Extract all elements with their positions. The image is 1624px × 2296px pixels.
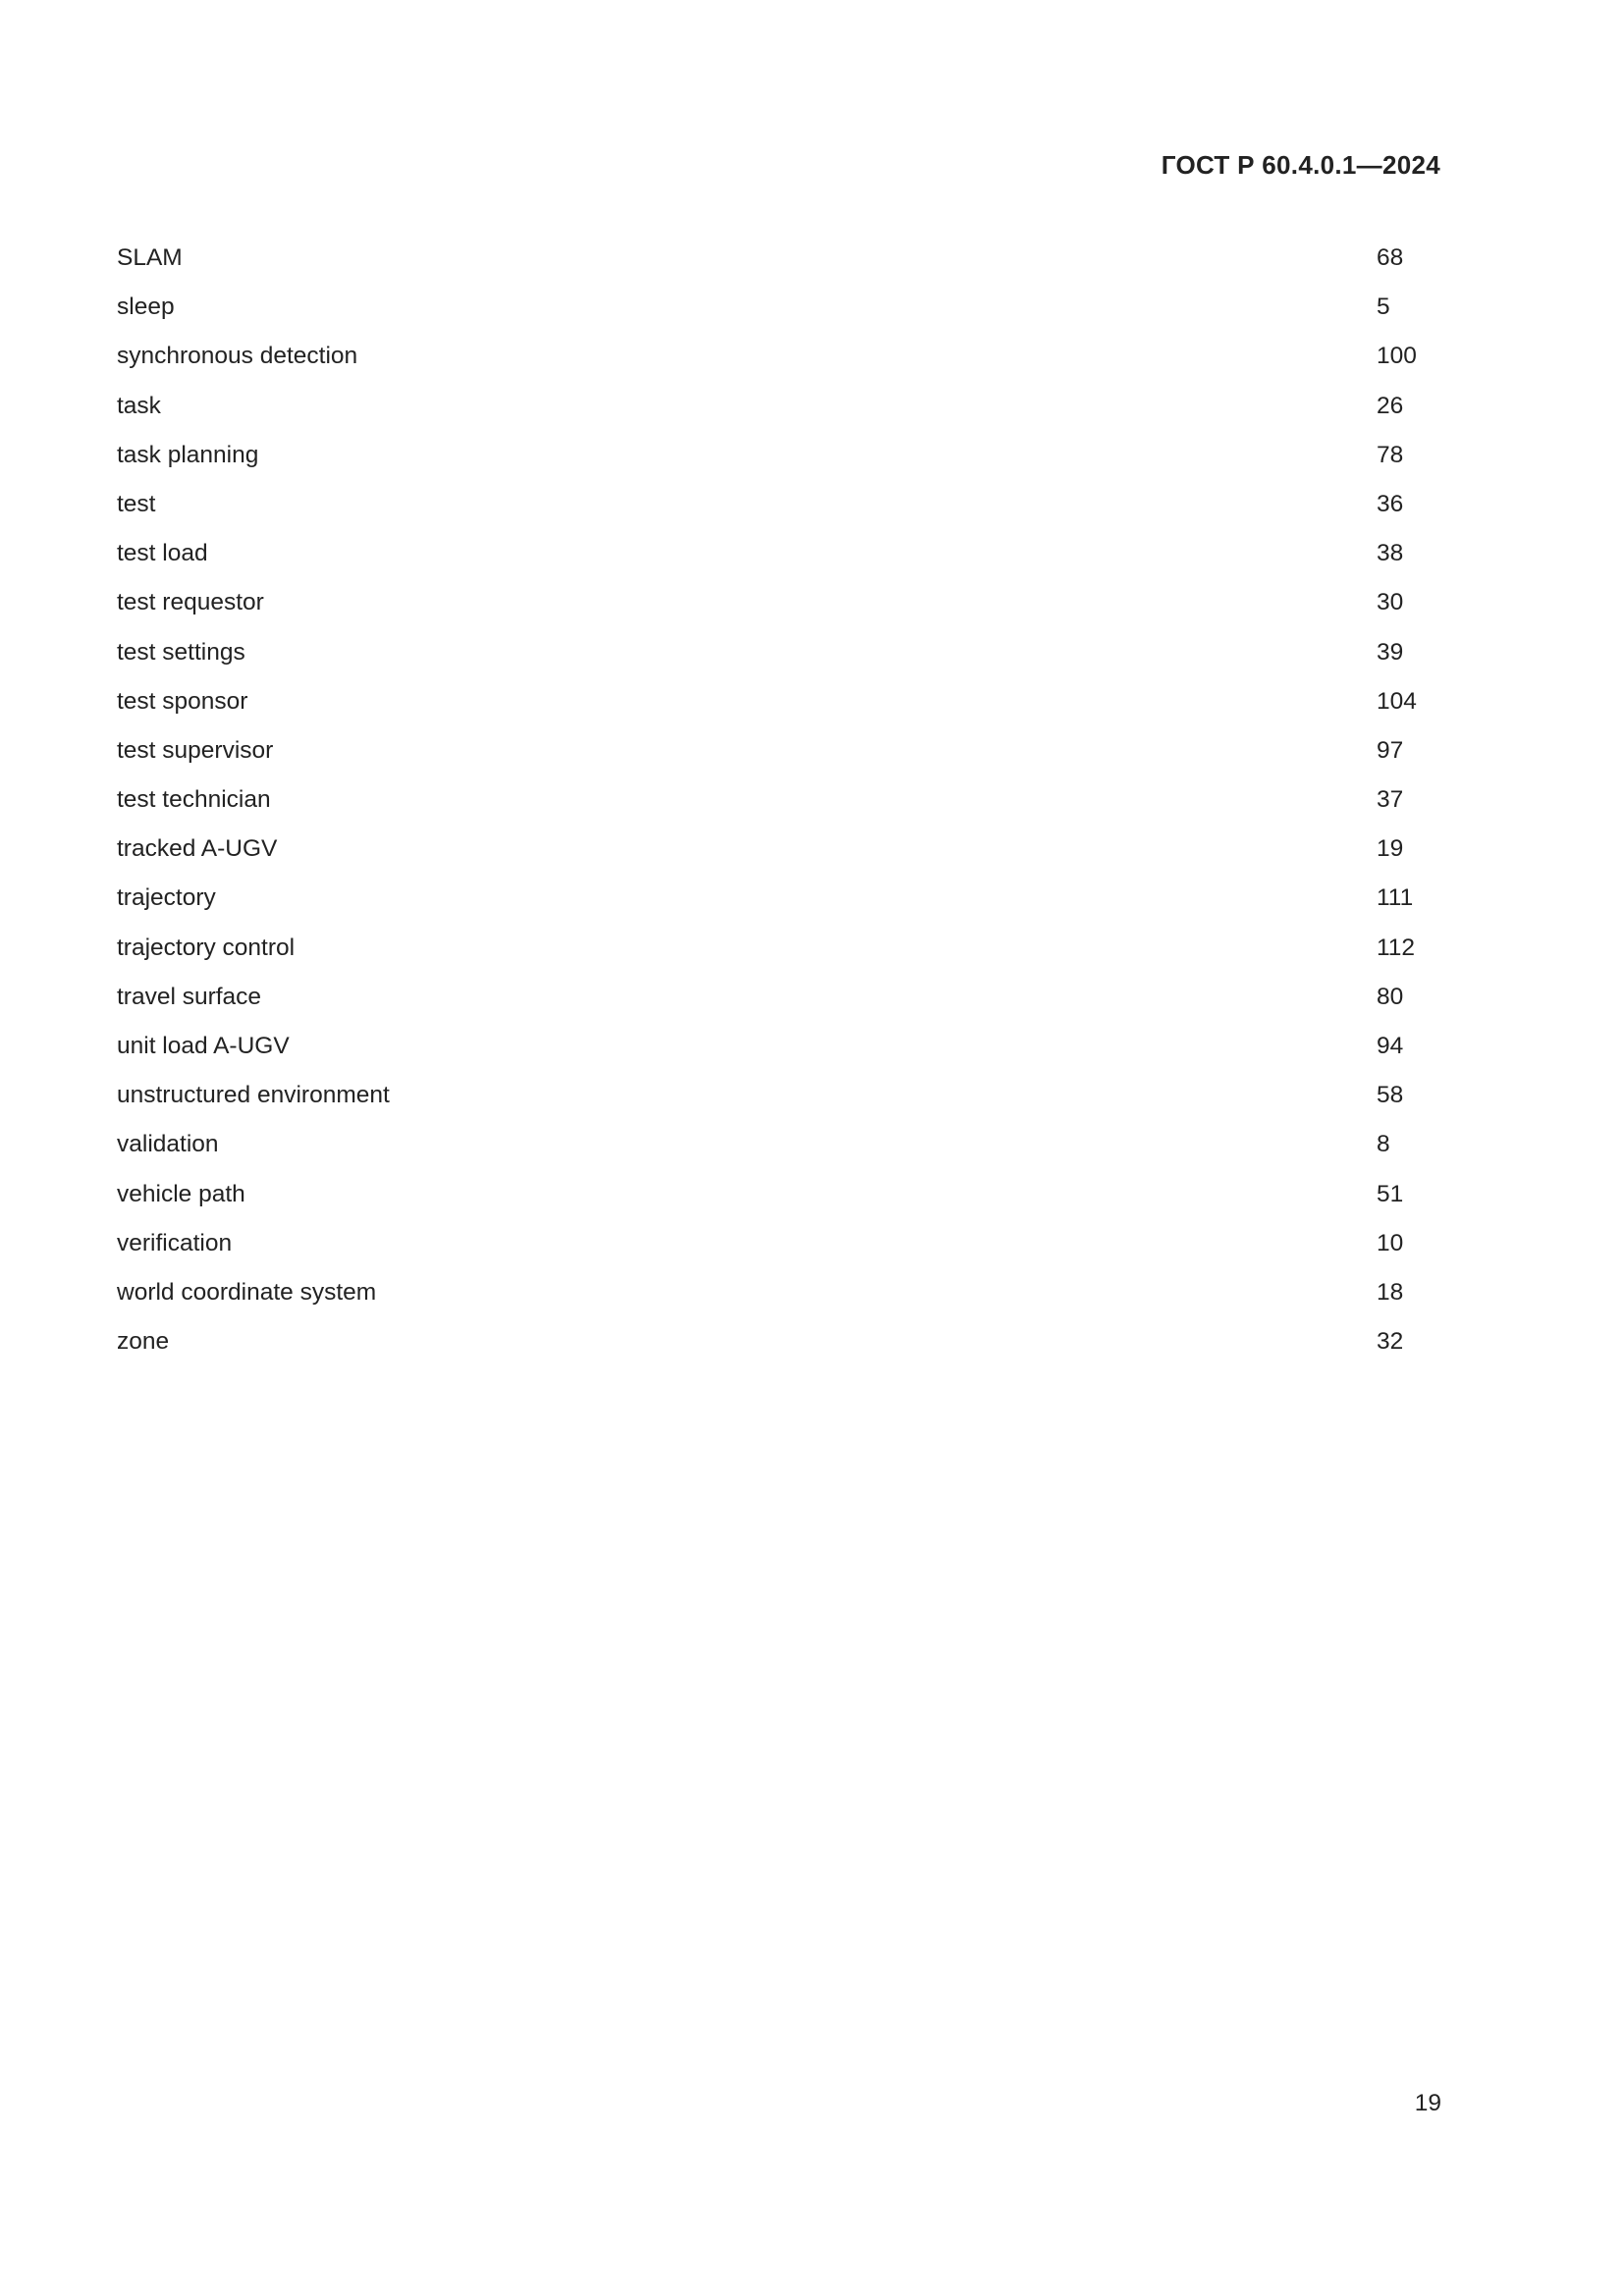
index-entry [117, 390, 1423, 439]
index-page-ref: 78 [1377, 441, 1404, 468]
index-page-ref: 80 [1377, 983, 1404, 1010]
index-term: unit load A-UGV [117, 1033, 290, 1059]
index-term: test settings [117, 638, 245, 666]
index-page-ref: 19 [1377, 835, 1404, 863]
index-page-ref: 39 [1377, 638, 1404, 666]
index-entry [117, 783, 1423, 832]
index-term: travel surface [117, 983, 262, 1010]
index-entry [117, 685, 1423, 734]
index-page-ref: 5 [1377, 294, 1390, 321]
index-entry [117, 1128, 1423, 1177]
index-page-ref: 100 [1377, 343, 1417, 370]
index-entry [117, 1227, 1423, 1276]
index-term: sleep [117, 294, 175, 321]
index-term: SLAM [117, 244, 183, 271]
index-page-ref: 94 [1377, 1033, 1404, 1059]
page-number: 19 [1414, 2090, 1441, 2116]
index-term: world coordinate system [117, 1278, 377, 1306]
index-page-ref: 38 [1377, 540, 1404, 567]
index-page-ref: 104 [1377, 687, 1417, 715]
index-term: task planning [117, 441, 259, 468]
index-page-ref: 26 [1377, 392, 1404, 419]
index-page-ref: 37 [1377, 786, 1404, 814]
index-page-ref: 10 [1377, 1229, 1404, 1256]
index-entry [117, 1178, 1423, 1227]
index-page-ref: 97 [1377, 736, 1404, 764]
index-entry [117, 291, 1423, 340]
index-term: test load [117, 540, 208, 567]
index-page-ref: 36 [1377, 490, 1404, 517]
index-term: tracked A-UGV [117, 835, 278, 863]
alphabetical-index-list [117, 241, 1423, 1374]
index-entry [117, 1079, 1423, 1128]
index-entry [117, 586, 1423, 635]
index-entry [117, 932, 1423, 981]
index-term: validation [117, 1131, 219, 1158]
index-page-ref: 112 [1377, 934, 1416, 961]
index-term: trajectory control [117, 934, 296, 961]
index-term: task [117, 392, 161, 419]
index-entry [117, 340, 1423, 389]
index-page-ref: 8 [1377, 1131, 1390, 1158]
index-term: test technician [117, 786, 271, 814]
index-entry [117, 488, 1423, 537]
index-entry [117, 1325, 1423, 1374]
index-page-ref: 18 [1377, 1278, 1404, 1306]
index-entry [117, 241, 1423, 291]
index-term: test requestor [117, 589, 264, 616]
index-term: verification [117, 1229, 233, 1256]
index-entry [117, 537, 1423, 586]
index-term: test [117, 490, 156, 517]
index-page-ref: 68 [1377, 244, 1404, 271]
index-page-ref: 51 [1377, 1180, 1404, 1207]
index-term: synchronous detection [117, 343, 358, 370]
index-page-ref: 111 [1377, 884, 1414, 912]
index-entry [117, 881, 1423, 931]
index-term: zone [117, 1328, 170, 1356]
index-entry [117, 981, 1423, 1030]
index-entry [117, 636, 1423, 685]
index-term: unstructured environment [117, 1082, 390, 1109]
index-entry [117, 1276, 1423, 1325]
index-entry [117, 832, 1423, 881]
document-title: ГОСТ Р 60.4.0.1—2024 [1161, 150, 1440, 180]
index-page-ref: 58 [1377, 1082, 1404, 1109]
index-term: test sponsor [117, 687, 248, 715]
index-term: test supervisor [117, 736, 274, 764]
index-entry [117, 734, 1423, 783]
index-page-ref: 32 [1377, 1328, 1404, 1356]
index-page-ref: 30 [1377, 589, 1404, 616]
index-entry [117, 1030, 1423, 1079]
index-term: vehicle path [117, 1180, 245, 1207]
index-entry [117, 439, 1423, 488]
index-term: trajectory [117, 884, 216, 912]
